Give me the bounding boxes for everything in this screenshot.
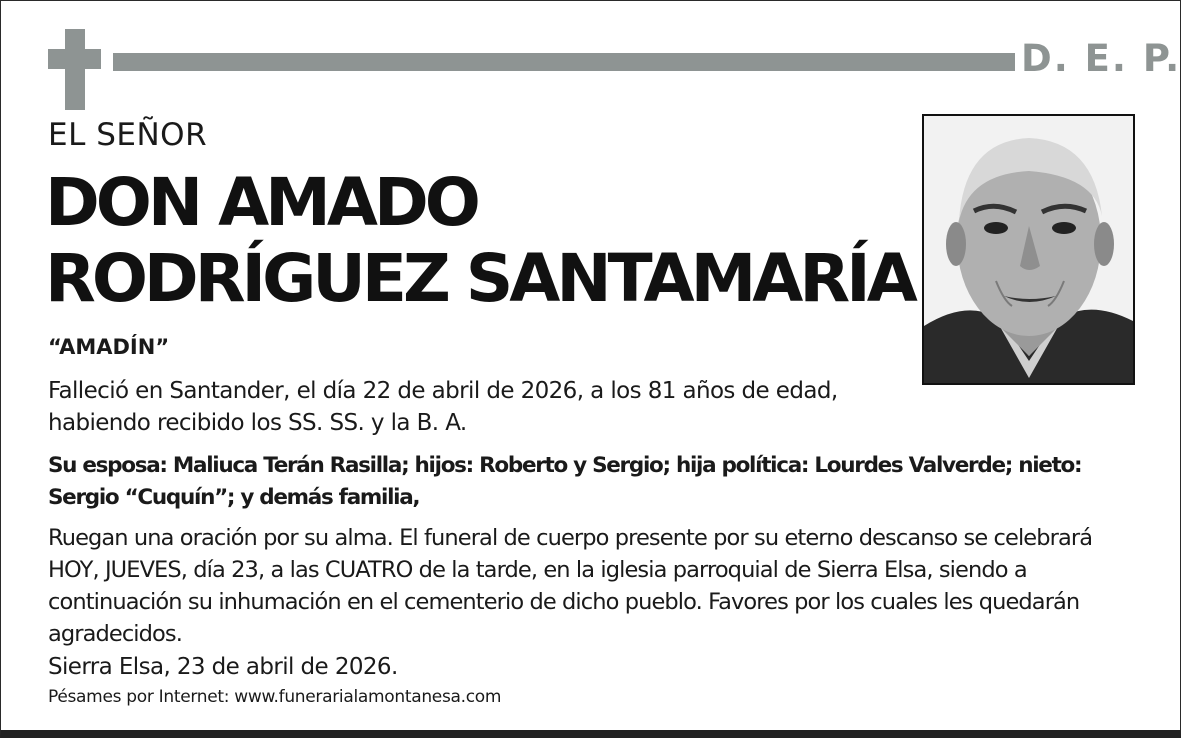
cross-icon <box>65 29 85 110</box>
name-line-1: DON AMADO <box>45 164 477 241</box>
dep-label: D. E. P. <box>1021 37 1181 80</box>
condolences-web: Pésames por Internet: www.funerarialamontanesa.com <box>48 687 502 707</box>
cross-icon-bar <box>48 49 101 69</box>
name-line-2: RODRÍGUEZ SANTAMARÍA <box>45 240 914 317</box>
portrait-image <box>924 116 1133 383</box>
funeral-paragraph: Ruegan una oración por su alma. El funeral de cuerpo presente por su eterno descanso se celebrará HOY, JUEVES, día 23, a las CUATRO de la tarde, en la iglesia parroquial de Sierra Elsa, siendo a continuación su inhumación en el cementerio de dicho pueblo. Favores por los cuales les quedarán agradecidos. <box>48 525 1093 647</box>
honorific: EL SEÑOR <box>48 117 208 153</box>
nickname: “AMADÍN” <box>48 335 170 359</box>
deceased-name <box>45 165 914 317</box>
portrait-photo <box>922 114 1135 385</box>
place-date: Sierra Elsa, 23 de abril de 2026. <box>48 654 398 680</box>
family-paragraph: Su esposa: Maliuca Terán Rasilla; hijos: Roberto y Sergio; hija política: Lourdes Valverde; nieto: Sergio “Cuquín”; y demás familia, <box>48 453 1082 510</box>
death-paragraph: Falleció en Santander, el día 22 de abril de 2026, a los 81 años de edad, habiendo recibido los SS. SS. y la B. A. <box>48 378 838 436</box>
header-rule <box>113 53 1015 71</box>
